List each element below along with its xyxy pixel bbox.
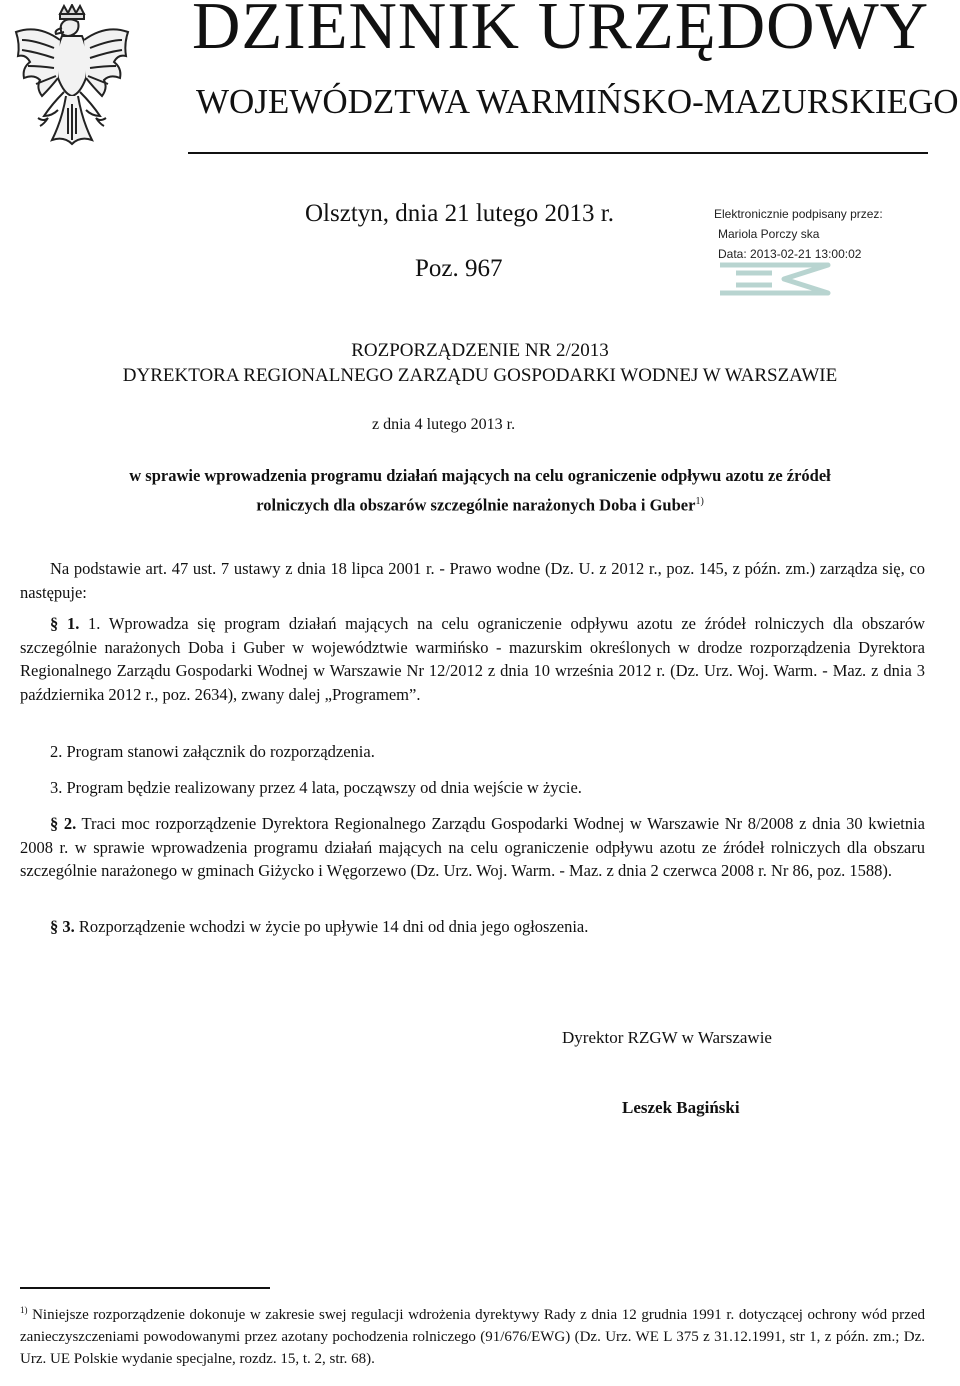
header-divider <box>188 152 928 154</box>
section-1-label: § 1. <box>50 614 80 633</box>
regulation-date: z dnia 4 lutego 2013 r. <box>372 416 516 433</box>
regulation-title-line1: ROZPORZĄDZENIE NR 2/2013 <box>351 340 609 361</box>
position-number: Poz. 967 <box>415 255 503 282</box>
electronic-signature-stamp <box>714 207 934 299</box>
footnote-mark: 1) <box>20 1305 28 1315</box>
section-2-label: § 2. <box>50 814 77 833</box>
subject-footnote-mark: 1) <box>695 496 704 507</box>
section-3-label: § 3. <box>50 917 75 936</box>
signature-check-icon <box>714 259 834 299</box>
signature-label: Elektronicznie podpisany przez: <box>714 207 883 221</box>
legal-basis-paragraph: Na podstawie art. 47 ust. 7 ustawy z dnia 18 lipca 2001 r. - Prawo wodne (Dz. U. z 2012 r., poz. 145, z późn. zm.) zarządza się, co następuje: <box>20 559 925 602</box>
section-3-text: Rozporządzenie wchodzi w życie po upływie 14 dni od dnia jego ogłoszenia. <box>78 917 589 936</box>
footnote <box>20 1299 925 1370</box>
signer-name: Leszek Bagiński <box>622 1098 740 1117</box>
signer-role: Dyrektor RZGW w Warszawie <box>562 1028 772 1047</box>
section-3-paragraph <box>20 915 925 939</box>
polish-eagle-emblem <box>8 4 136 152</box>
section-1-point-3: 3. Program będzie realizowany przez 4 lata, począwszy od dnia wejście w życie. <box>50 778 582 797</box>
subject-line2-text: rolniczych dla obszarów szczególnie narażonych Doba i Guber <box>256 495 696 515</box>
journal-title: DZIENNIK URZĘDOWY <box>192 0 930 63</box>
subject-line2 <box>0 489 960 519</box>
signature-date: Data: 2013-02-21 13:00:02 <box>718 247 862 261</box>
section-1-text: Wprowadza się program działań mających na celu ograniczenie odpływu azotu ze źródeł rolniczych dla obszarów szczególnie narażonych Doba i Guber w województwie warmińsko - mazurskim określonych w drodze rozporządzenia Dyrektora Regionalnego Zarządu Gospodarki Wodnej w Warszawie Nr 12/2012 z dnia 10 września 2012 r. (Dz. Urz. Woj. Warm. - Maz. z dnia 3 października 2012 r., poz. 2634), zwany dalej „Programem”. <box>20 614 926 704</box>
footnote-divider <box>20 1287 270 1289</box>
section-2-paragraph <box>20 812 925 883</box>
place-date: Olsztyn, dnia 21 lutego 2013 r. <box>305 200 614 227</box>
section-1-number: 1. <box>88 614 101 633</box>
subject-line1: w sprawie wprowadzenia programu działań mających na celu ograniczenie odpływu azotu ze źródeł <box>129 466 831 485</box>
footnote-text: Niniejsze rozporządzenie dokonuje w zakresie swej regulacji wdrożenia dyrektywy Rady z dnia 12 grudnia 1991 r. dotyczącej ochrony wód przed zanieczyszczeniami powodowanymi przez azotany pochodzenia rolniczego (91/676/EWG) (Dz. Urz. WE L 375 z 31.12.1991, str 1, z późn. zm.; Dz. Urz. UE Polskie wydanie specjalne, rozdz. 15, t. 2, str. 68). <box>20 1307 925 1367</box>
regulation-subject <box>0 463 960 519</box>
section-1-point-2: 2. Program stanowi załącznik do rozporządzenia. <box>50 742 375 761</box>
section-1-paragraph <box>20 612 925 706</box>
journal-subtitle: WOJEWÓDZTWA WARMIŃSKO-MAZURSKIEGO <box>196 82 959 121</box>
regulation-title-line2: DYREKTORA REGIONALNEGO ZARZĄDU GOSPODARKI WODNEJ W WARSZAWIE <box>122 365 838 386</box>
signer-name-stamp: Mariola Porczy ska <box>718 227 820 241</box>
section-2-text: Traci moc rozporządzenie Dyrektora Regionalnego Zarządu Gospodarki Wodnej w Warszawie Nr 8/2008 z dnia 30 kwietnia 2008 r. w sprawie wprowadzenia programu działań mających na celu ograniczenie odpływu azotu ze źródeł rolniczych dla obszaru szczególnie narażonego w gminach Giżycko i Węgorzewo (Dz. Urz. Woj. Warm. - Maz. z dnia 2 czerwca 2008 r. Nr 86, poz. 1588). <box>20 814 926 880</box>
